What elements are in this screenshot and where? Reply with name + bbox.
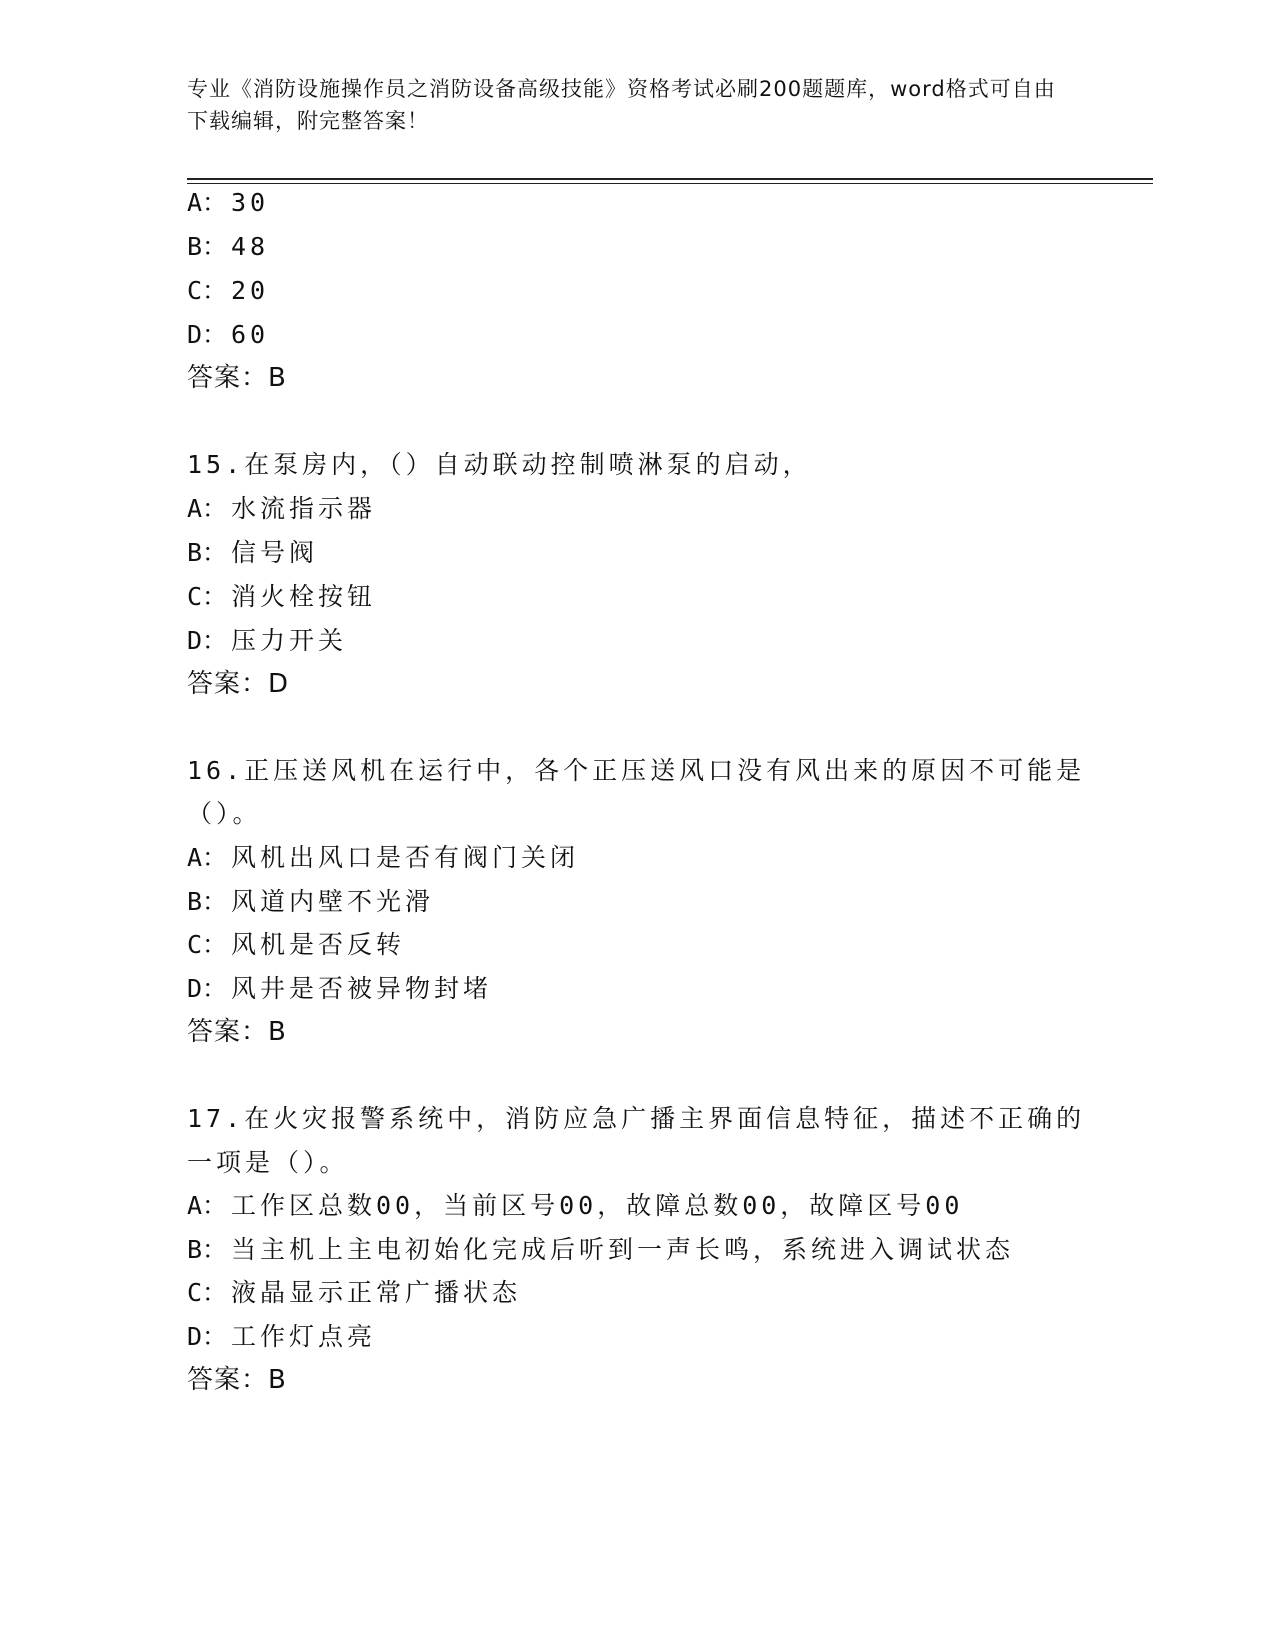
option-text: 压力开关 (231, 626, 348, 655)
option-a (187, 186, 269, 220)
answer-label: 答案：B (187, 1365, 287, 1395)
option-d (187, 318, 269, 352)
option-d (187, 624, 347, 658)
option-key: D： (187, 974, 228, 1003)
option-a (187, 1189, 963, 1223)
option-d (187, 972, 492, 1006)
option-key: D： (187, 626, 228, 655)
question-text: 15.在泵房内，（）自动联动控制喷淋泵的启动， (187, 450, 812, 479)
option-text: 工作区总数00，当前区号00，故障总数00，故障区号00 (231, 1191, 964, 1220)
option-text: 48 (231, 232, 270, 261)
option-text: 液晶显示正常广播状态 (231, 1278, 522, 1307)
option-text: 风井是否被异物封堵 (231, 974, 493, 1003)
option-text: 工作灯点亮 (231, 1322, 377, 1351)
question-text-cont: 一项是（）。 (187, 1148, 349, 1177)
option-c (187, 928, 405, 962)
option-key: C： (187, 930, 228, 959)
option-c (187, 580, 376, 614)
option-d (187, 1320, 376, 1354)
question-text: 16.正压送风机在运行中，各个正压送风口没有风出来的原因不可能是 (187, 756, 1086, 785)
option-text: 水流指示器 (231, 494, 377, 523)
option-key: C： (187, 276, 228, 305)
option-key: C： (187, 582, 228, 611)
option-key: D： (187, 1322, 228, 1351)
option-text: 风机出风口是否有阀门关闭 (231, 843, 580, 872)
question-text-cont: （）。 (187, 799, 262, 828)
document-header: 专业《消防设施操作员之消防设备高级技能》资格考试必刷200题题库，word格式可自由下载编辑，附完整答案！ (187, 77, 1056, 133)
option-key: C： (187, 1278, 228, 1307)
option-key: B： (187, 1235, 228, 1264)
option-a (187, 841, 579, 875)
option-key: D： (187, 320, 228, 349)
option-key: A： (187, 843, 228, 872)
option-b (187, 1233, 1014, 1267)
option-key: B： (187, 538, 228, 567)
question-text: 17.在火灾报警系统中，消防应急广播主界面信息特征，描述不正确的 (187, 1104, 1086, 1133)
option-key: A： (187, 188, 228, 217)
option-text: 20 (231, 276, 270, 305)
option-a (187, 492, 376, 526)
option-text: 信号阀 (231, 538, 319, 567)
option-text: 30 (231, 188, 270, 217)
answer-label: 答案：B (187, 363, 287, 393)
option-text: 60 (231, 320, 270, 349)
header-divider-thin (187, 183, 1153, 184)
answer-label: 答案：B (187, 1017, 287, 1047)
option-text: 消火栓按钮 (231, 582, 377, 611)
option-key: A： (187, 494, 228, 523)
option-key: B： (187, 887, 228, 916)
header-divider (187, 178, 1153, 180)
option-c (187, 274, 269, 308)
option-text: 风机是否反转 (231, 930, 406, 959)
option-key: B： (187, 232, 228, 261)
option-b (187, 885, 434, 919)
option-b (187, 230, 269, 264)
option-c (187, 1276, 521, 1310)
option-text: 风道内壁不光滑 (231, 887, 435, 916)
option-b (187, 536, 318, 570)
option-text: 当主机上主电初始化完成后听到一声长鸣，系统进入调试状态 (231, 1235, 1015, 1264)
option-key: A： (187, 1191, 228, 1220)
answer-label: 答案：D (187, 669, 290, 699)
